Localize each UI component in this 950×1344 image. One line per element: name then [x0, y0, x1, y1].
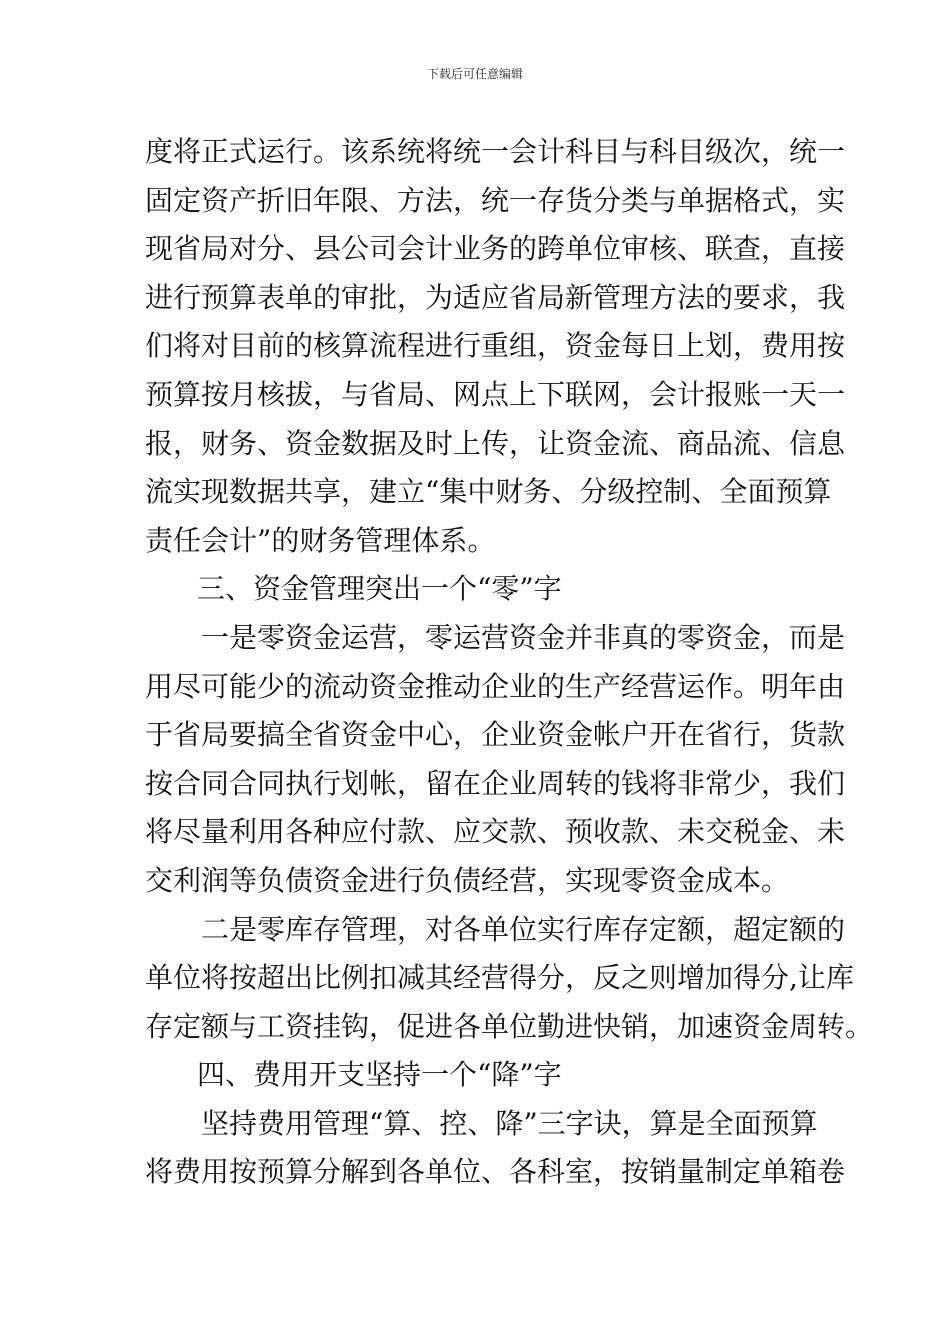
text-line: 固定资产折旧年限、方法，统一存货分类与单据格式，实	[145, 183, 846, 217]
section-heading: 三、资金管理突出一个“零”字	[197, 572, 562, 606]
text-line: 将尽量利用各种应付款、应交款、预收款、未交税金、未	[145, 815, 846, 849]
text-line: 二是零库存管理，对各单位实行库存定额，超定额的	[201, 912, 846, 946]
text-line: 交利润等负债资金进行负债经营，实现零资金成本。	[145, 863, 790, 897]
text-line: 按合同合同执行划帐，留在企业周转的钱将非常少，我们	[145, 766, 846, 800]
page-header: 下载后可任意编辑	[426, 67, 523, 81]
text-line: 将费用按预算分解到各单位、各科室，按销量制定单箱卷	[145, 1155, 846, 1189]
text-line: 存定额与工资挂钩，促进各单位勤进快销，加速资金周转。	[145, 1009, 874, 1043]
section-heading: 四、费用开支坚持一个“降”字	[197, 1058, 562, 1092]
text-line: 度将正式运行。该系统将统一会计科目与科目级次，统一	[145, 135, 846, 168]
text-line: 流实现数据共享，建立“集中财务、分级控制、全面预算	[145, 475, 832, 509]
text-line: 预算按月核拔，与省局、网点上下联网，会计报账一天一	[145, 377, 846, 411]
text-line: 坚持费用管理“算、控、降”三字诀，算是全面预算	[201, 1106, 818, 1140]
text-line: 于省局要搞全省资金中心，企业资金帐户开在省行，货款	[145, 718, 846, 752]
document-body	[145, 128, 874, 1197]
text-line: 们将对目前的核算流程进行重组，资金每日上划，费用按	[145, 329, 846, 363]
text-line: 单位将按超出比例扣减其经营得分，反之则增加得分,让库	[145, 961, 854, 995]
text-line: 报，财务、资金数据及时上传，让资金流、商品流、信息	[145, 426, 846, 460]
text-line: 一是零资金运营，零运营资金并非真的零资金，而是	[201, 620, 846, 654]
text-line: 进行预算表单的审批，为适应省局新管理方法的要求，我	[145, 280, 846, 314]
text-line: 责任会计”的财务管理体系。	[145, 523, 496, 557]
text-line: 用尽可能少的流动资金推动企业的生产经营运作。明年由	[145, 669, 846, 703]
text-line: 现省局对分、县公司会计业务的跨单位审核、联查，直接	[145, 232, 846, 266]
